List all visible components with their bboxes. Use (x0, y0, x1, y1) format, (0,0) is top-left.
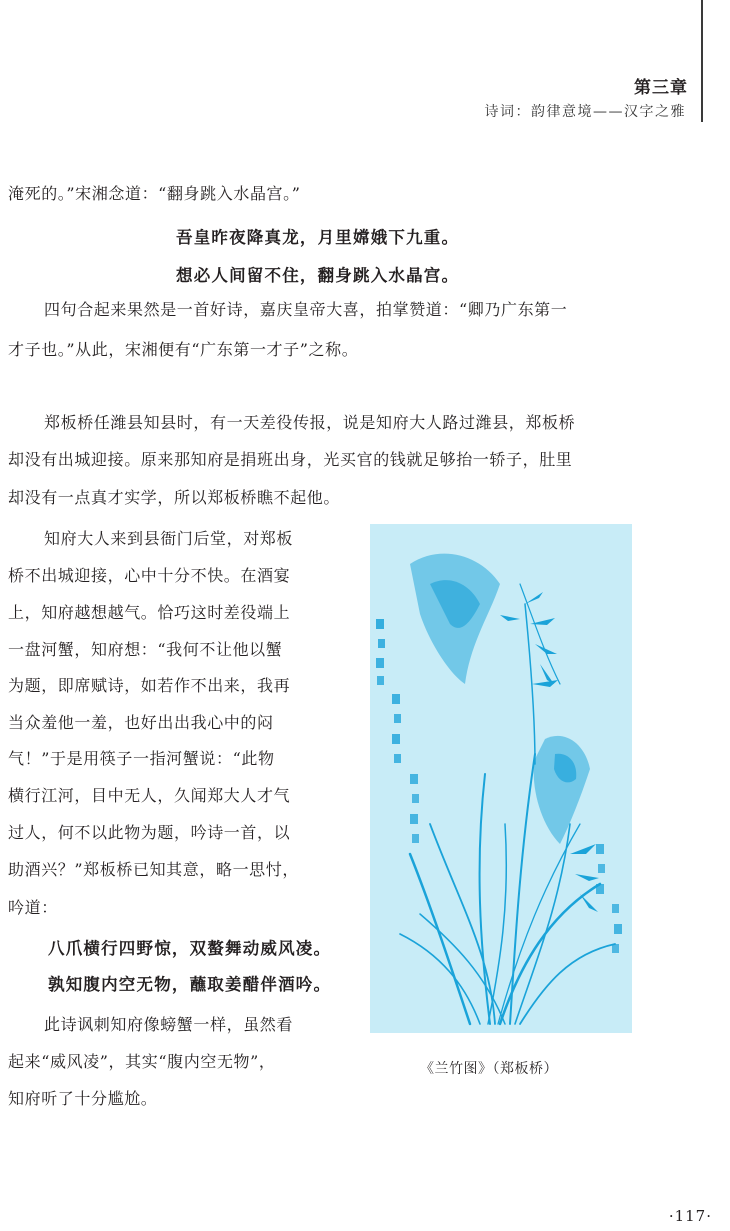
chapter-title: 第三章 (634, 78, 688, 98)
paragraph-line: 却没有一点真才实学，所以郑板桥瞧不起他。 (8, 488, 341, 507)
paragraph-line: 吟道： (8, 898, 58, 917)
paragraph-line: 四句合起来果然是一首好诗，嘉庆皇帝大喜，拍掌赞道：“卿乃广东第一 (44, 300, 568, 319)
paragraph-line: 为题，即席赋诗，如若作不出来，我再 (8, 676, 291, 695)
page-number: ·117· (668, 1207, 712, 1225)
painting-artwork (370, 524, 632, 1033)
orchid-bamboo-painting (370, 524, 632, 1033)
paragraph-line: 一盘河蟹，知府想：“我何不让他以蟹 (8, 640, 283, 659)
header-rule (701, 0, 703, 122)
chapter-subtitle: 诗词：韵律意境——汉字之雅 (484, 104, 686, 120)
poem-line: 孰知腹内空无物，蘸取姜醋伴酒吟。 (48, 975, 332, 994)
paragraph-line: 桥不出城迎接，心中十分不快。在酒宴 (8, 566, 291, 585)
paragraph-line: 助酒兴？”郑板桥已知其意，略一思忖， (8, 860, 299, 879)
paragraph-line: 横行江河，目中无人，久闻郑大人才气 (8, 786, 291, 805)
figure-caption: 《兰竹图》（郑板桥） (420, 1061, 558, 1077)
paragraph-line: 却没有出城迎接。原来那知府是捐班出身，光买官的钱就足够抬一轿子，肚里 (8, 450, 573, 469)
paragraph-line: 知府大人来到县衙门后堂，对郑板 (44, 529, 294, 548)
paragraph-line: 此诗讽刺知府像螃蟹一样，虽然看 (44, 1015, 294, 1034)
paragraph-line: 过人，何不以此物为题，吟诗一首，以 (8, 823, 291, 842)
poem-line: 吾皇昨夜降真龙，月里嫦娥下九重。 (176, 228, 460, 247)
paragraph-line: 知府听了十分尴尬。 (8, 1089, 158, 1108)
paragraph-line: 当众羞他一羞，也好出出我心中的闷 (8, 713, 274, 732)
paragraph-line: 起来“威风凌”，其实“腹内空无物”， (8, 1052, 276, 1071)
poem-line: 想必人间留不住，翻身跳入水晶宫。 (176, 266, 460, 285)
paragraph-line: 淹死的。”宋湘念道：“翻身跳入水晶宫。” (8, 184, 301, 203)
paragraph-line: 上，知府越想越气。恰巧这时差役端上 (8, 603, 291, 622)
poem-line: 八爪横行四野惊，双螯舞动威风凌。 (48, 939, 332, 958)
paragraph-line: 气！”于是用筷子一指河蟹说：“此物 (8, 749, 275, 768)
paragraph-line: 才子也。”从此，宋湘便有“广东第一才子”之称。 (8, 340, 359, 359)
paragraph-line: 郑板桥任潍县知县时，有一天差役传报，说是知府大人路过潍县，郑板桥 (44, 413, 576, 432)
